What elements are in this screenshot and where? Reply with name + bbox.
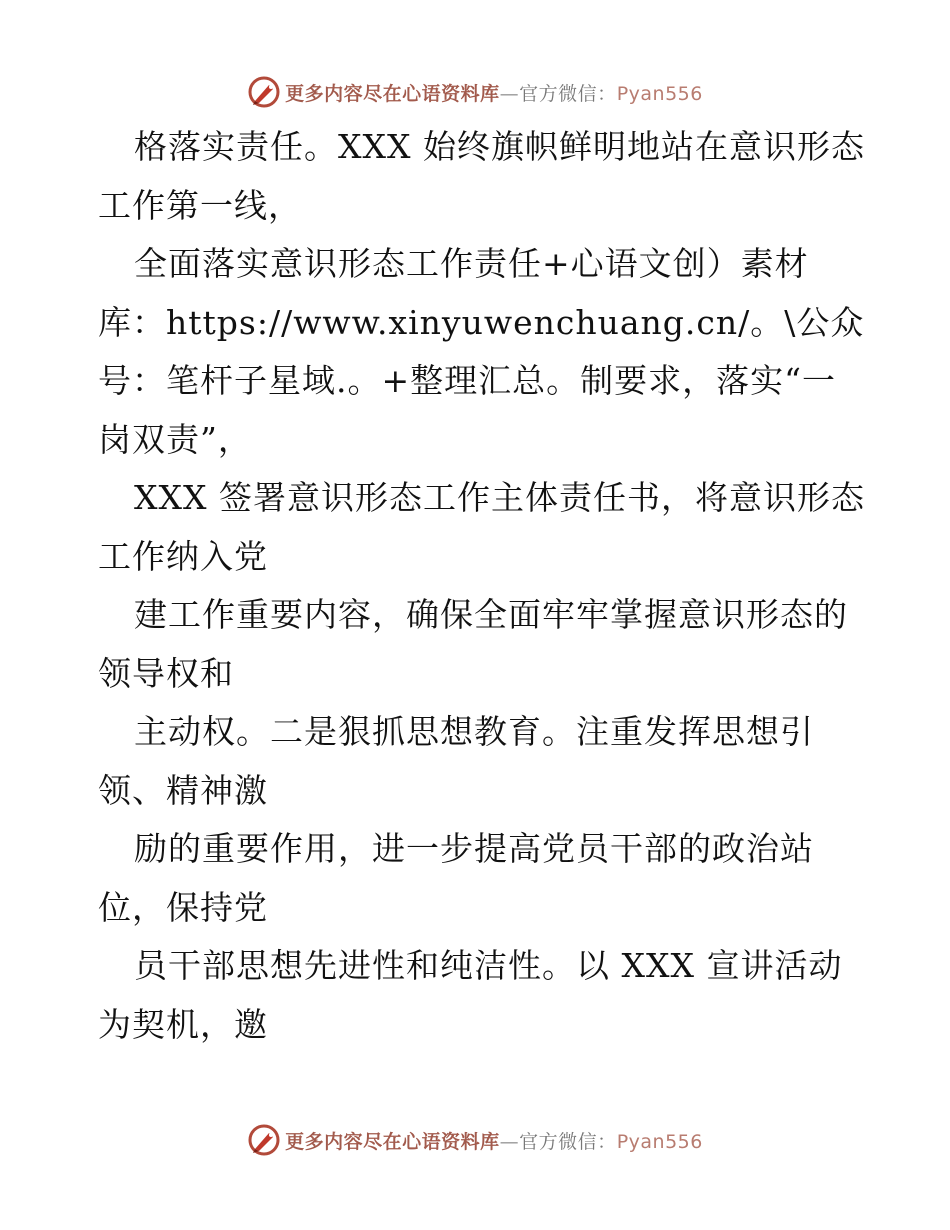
body-line: 工作纳入党 bbox=[98, 536, 268, 576]
header-separator: — bbox=[499, 82, 520, 105]
body-line: 号：笔杆子星域.。+整理汇总。制要求，落实“一 bbox=[98, 361, 837, 400]
body-line: 岗双责”， bbox=[98, 419, 252, 459]
header-site-text: 更多内容尽在心语资料库 bbox=[285, 82, 500, 105]
body-line: 为契机，邀 bbox=[98, 1004, 268, 1044]
body-line: 主动权。二是狠抓思想教育。注重发挥思想引 bbox=[134, 712, 814, 751]
header-wechat-id: Pyan556 bbox=[616, 82, 703, 105]
body-line: 建工作重要内容，确保全面牢牢掌握意识形态的 bbox=[134, 595, 848, 634]
body-line: 库：https://www.xinyuwenchuang.cn/。\公众 bbox=[98, 302, 865, 342]
body-line: 励的重要作用，进一步提高党员干部的政治站 bbox=[134, 829, 814, 868]
footer-banner-text bbox=[285, 1127, 703, 1154]
header-wechat-label: 官方微信： bbox=[519, 82, 617, 105]
body-line: 领、精神激 bbox=[98, 770, 268, 810]
body-line: 领导权和 bbox=[98, 653, 234, 693]
pen-logo-icon bbox=[247, 75, 281, 109]
body-line: 工作第一线， bbox=[98, 185, 302, 225]
header-banner-text bbox=[285, 79, 703, 106]
body-line: 格落实责任。XXX 始终旗帜鲜明地站在意识形态 bbox=[134, 127, 865, 166]
pen-logo-icon bbox=[247, 1123, 281, 1157]
body-line: 位，保持党 bbox=[98, 887, 268, 927]
body-line: 员干部思想先进性和纯洁性。以 XXX 宣讲活动 bbox=[134, 946, 843, 985]
footer-wechat-label: 官方微信： bbox=[519, 1130, 617, 1153]
footer-banner bbox=[0, 1120, 950, 1160]
footer-site-text: 更多内容尽在心语资料库 bbox=[285, 1130, 500, 1153]
body-line: 全面落实意识形态工作责任+心语文创）素材 bbox=[134, 244, 809, 283]
header-banner bbox=[0, 72, 950, 112]
footer-wechat-id: Pyan556 bbox=[616, 1130, 703, 1153]
body-line: XXX 签署意识形态工作主体责任书，将意识形态 bbox=[134, 478, 865, 517]
document-body bbox=[98, 118, 865, 1054]
footer-separator: — bbox=[499, 1130, 520, 1153]
